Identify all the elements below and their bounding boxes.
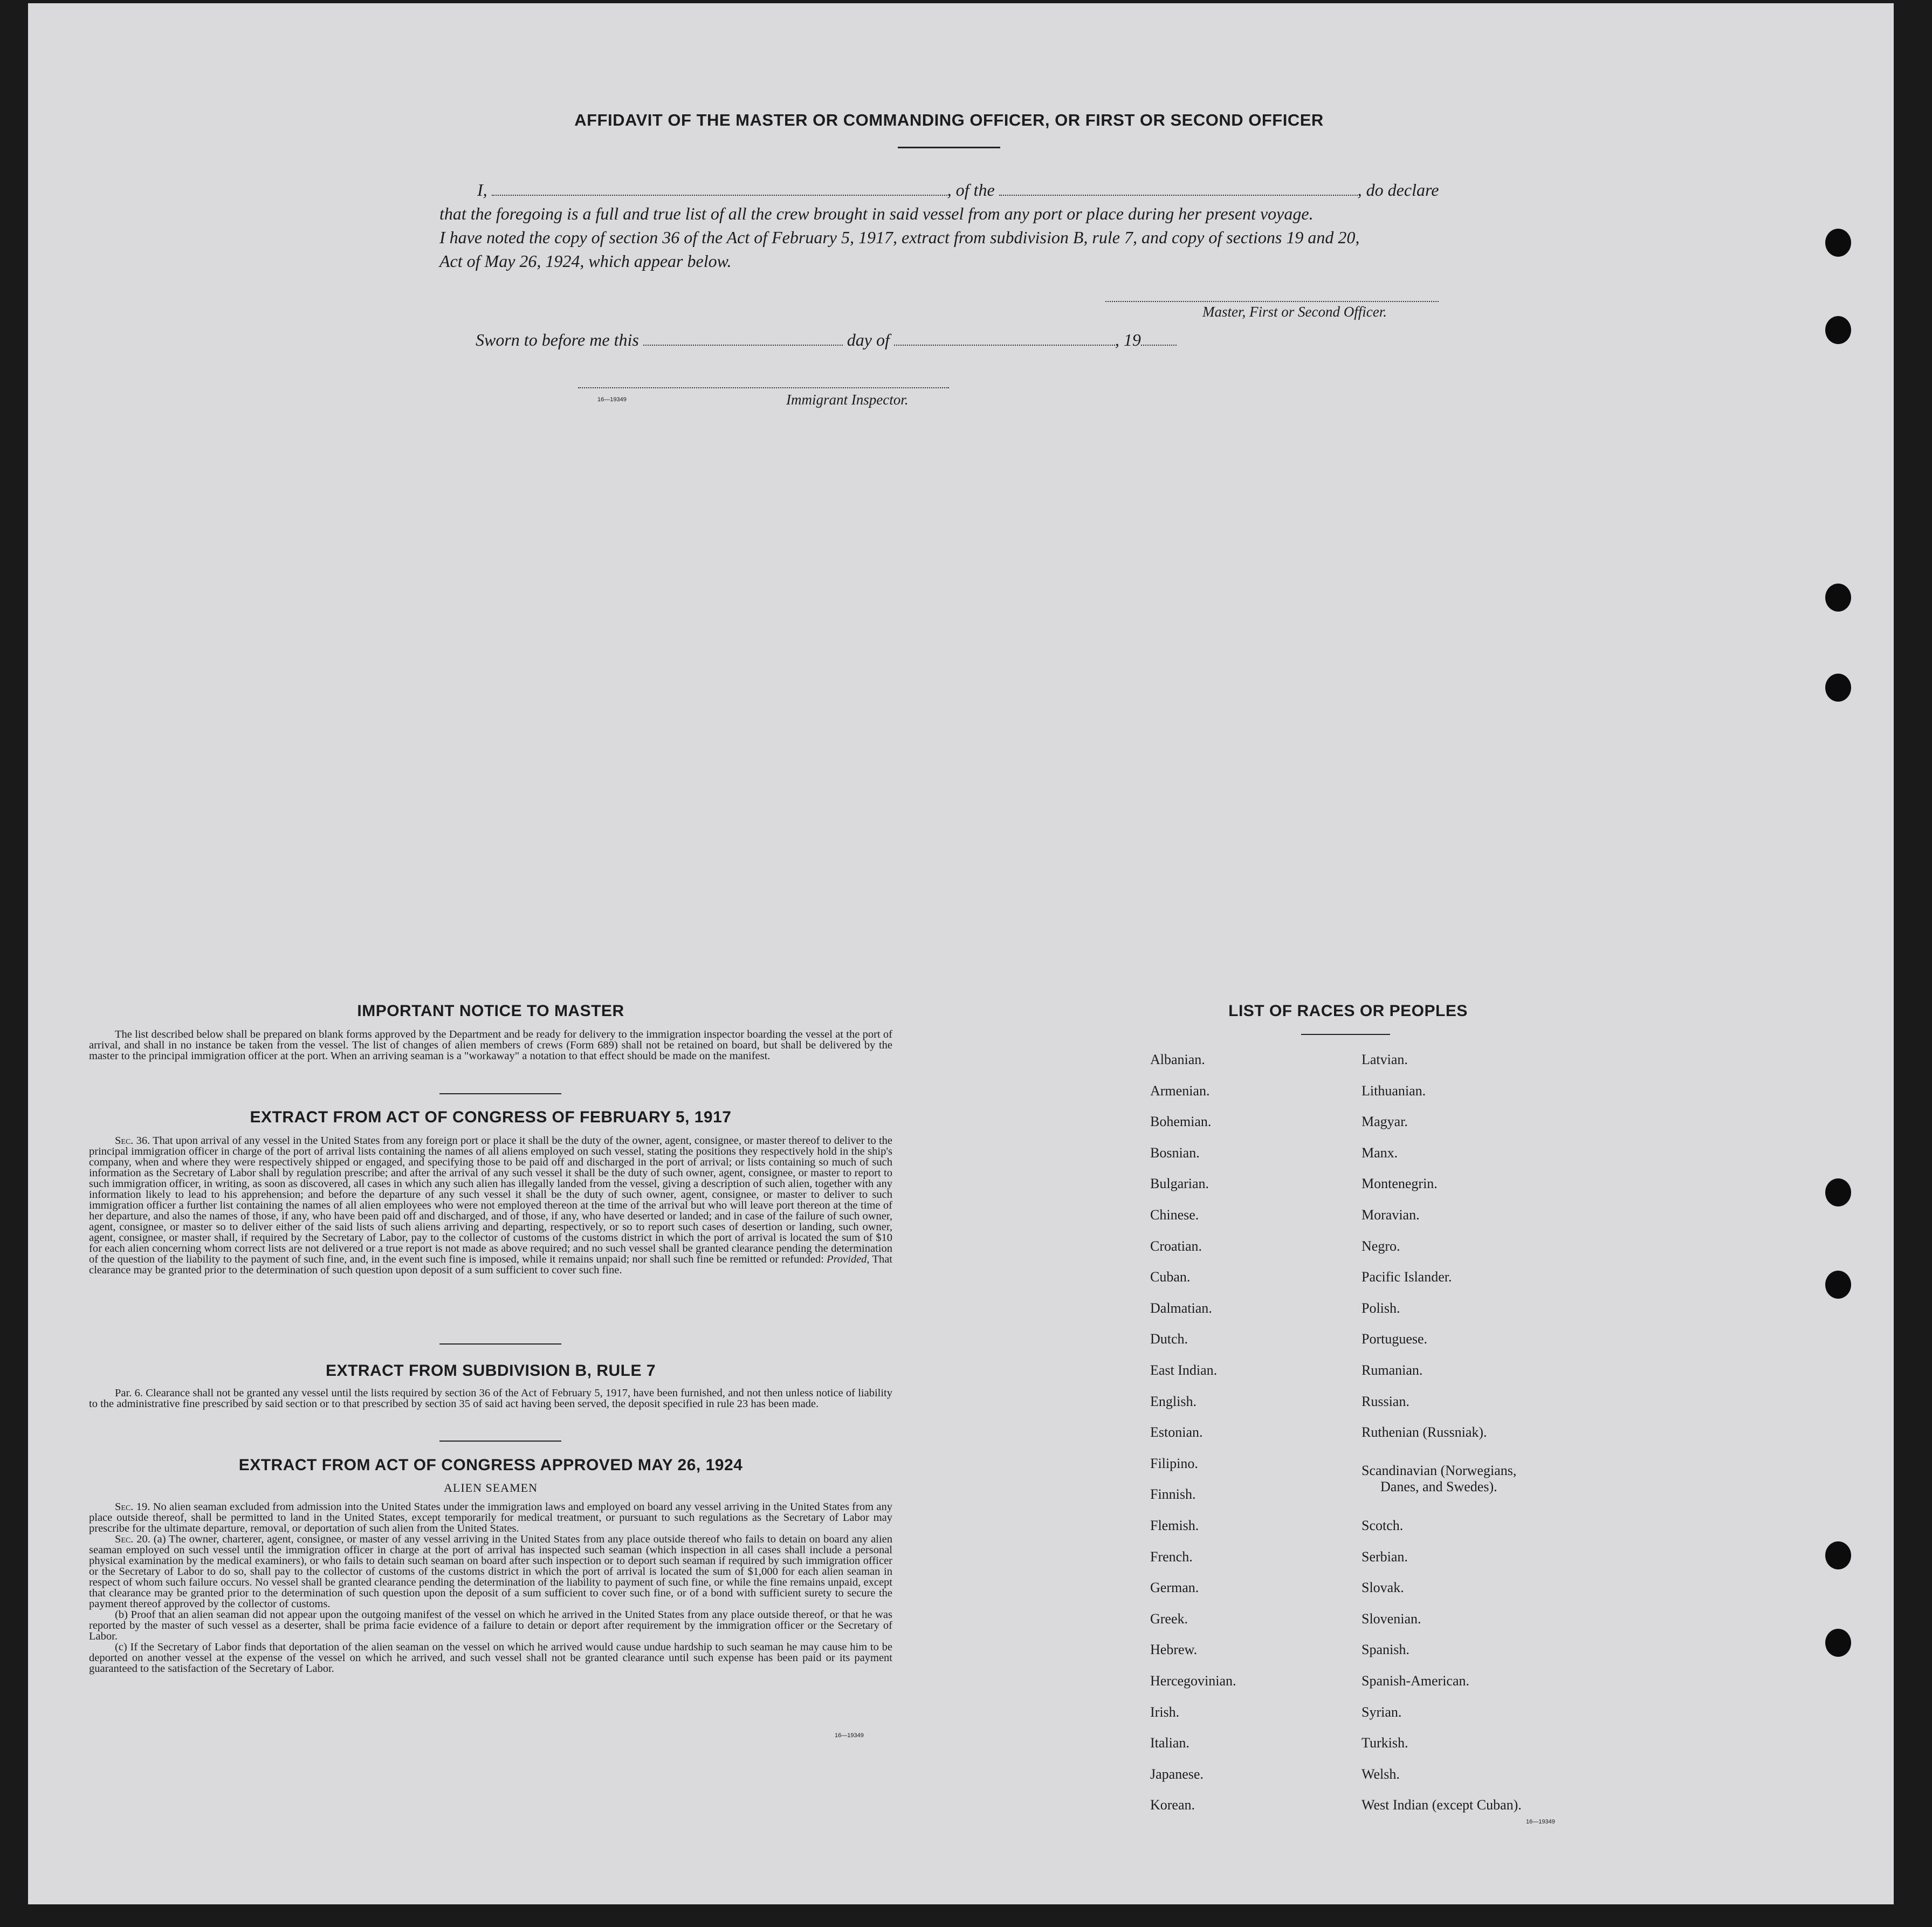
race-item: Armenian. xyxy=(1150,1083,1210,1099)
race-item: English. xyxy=(1150,1394,1197,1409)
race-item: Hercegovinian. xyxy=(1150,1673,1236,1689)
race-item: Spanish-American. xyxy=(1362,1673,1470,1689)
race-item: Dutch. xyxy=(1150,1331,1188,1347)
form-number: 16—19349 xyxy=(835,1732,864,1739)
punch-hole xyxy=(1825,1178,1851,1206)
sworn-prefix: Sworn to before me this xyxy=(476,330,639,349)
form-number: 16—19349 xyxy=(1526,1819,1555,1825)
vessel-name-blank[interactable] xyxy=(999,182,1358,196)
race-item: Montenegrin. xyxy=(1362,1176,1438,1191)
inspector-caption: Immigrant Inspector. xyxy=(786,392,909,408)
sec-20b-paragraph: (b) Proof that an alien seaman did not appear upon the outgoing manifest of the vessel on which he arrived in the United States from any place outside thereof, or that he was reported by the master of such vessel as a deserter, shall be prima facie evidence of a failure to detain or deport after requirement by the immigration officer or the Secretary of Labor. xyxy=(89,1609,892,1642)
master-signature-line[interactable] xyxy=(1105,301,1439,302)
day-of-label: day of xyxy=(847,330,890,349)
race-item: East Indian. xyxy=(1150,1362,1218,1378)
race-item: Scotch. xyxy=(1362,1518,1404,1533)
sworn-line xyxy=(476,330,1177,350)
title-divider xyxy=(898,147,1000,148)
sec-19-body: No alien seaman excluded from admission into the United States under the immigration laws and employed on board any vessel arriving in the United States from any place outside thereof, shall be permitted to land in the United States, except temporarily for medical treatment, or pursuant to such regulations as the Secretary of Labor may prescribe for the ultimate departure, removal, or deportation of such alien from the United States. xyxy=(89,1501,893,1534)
race-item: Welsh. xyxy=(1362,1766,1400,1782)
divider xyxy=(439,1093,561,1094)
provided-label: Provided, xyxy=(827,1253,870,1265)
race-item: Estonian. xyxy=(1150,1424,1203,1440)
race-item: Serbian. xyxy=(1362,1549,1408,1565)
race-item: Bohemian. xyxy=(1150,1114,1212,1129)
punch-hole xyxy=(1825,1629,1851,1657)
race-item: Bosnian. xyxy=(1150,1145,1200,1161)
affidavit-title: AFFIDAVIT OF THE MASTER OR COMMANDING OFFICER, OR FIRST OR SECOND OFFICER xyxy=(574,111,1324,129)
extract-1917-text xyxy=(89,1135,892,1275)
race-item: Syrian. xyxy=(1362,1704,1402,1720)
race-item: Ruthenian (Russniak). xyxy=(1362,1424,1487,1440)
form-number: 16—19349 xyxy=(597,396,627,403)
declaration-line-2: that the foregoing is a full and true list of all the crew brought in said vessel from any port or place during her present voyage. xyxy=(439,204,1314,223)
race-item: Negro. xyxy=(1362,1238,1400,1254)
race-item: Turkish. xyxy=(1362,1735,1408,1751)
notice-text: The list described below shall be prepared on blank forms approved by the Department and be ready for delivery to the immigration inspector boarding the vessel at the port of arrival, and shall in no instance be taken from the vessel. The list of changes of alien members of crews (Form 689) shall not be retained on board, but shall be delivered by the master to the principal immigration officer at the port. When an arriving seaman is a "workaway" a notation to that effect should be made on the manifest. xyxy=(89,1028,892,1062)
race-item: German. xyxy=(1150,1580,1199,1595)
extract-1917-title: EXTRACT FROM ACT OF CONGRESS OF FEBRUARY 5, 1917 xyxy=(250,1108,732,1126)
race-item: Moravian. xyxy=(1362,1207,1420,1223)
race-item: Bulgarian. xyxy=(1150,1176,1209,1191)
declarant-name-blank[interactable] xyxy=(492,182,947,196)
declaration-line-3: I have noted the copy of section 36 of the Act of February 5, 1917, extract from subdivision B, rule 7, and copy of sections 19 and 20, xyxy=(439,228,1360,247)
provided-body: That clearance may be granted prior to the determination of such question upon deposit of a sum sufficient to cover such fine. xyxy=(89,1253,893,1276)
race-item: Irish. xyxy=(1150,1704,1180,1720)
race-item: Danes, and Swedes). xyxy=(1380,1479,1497,1494)
year-prefix: , 19 xyxy=(1115,330,1141,349)
race-item: Japanese. xyxy=(1150,1766,1204,1782)
race-item: Polish. xyxy=(1362,1300,1400,1316)
sec-20a-paragraph xyxy=(89,1534,892,1609)
punch-hole xyxy=(1825,316,1851,344)
races-title: LIST OF RACES OR PEOPLES xyxy=(1228,1002,1468,1020)
race-item: Greek. xyxy=(1150,1611,1188,1627)
race-item: Croatian. xyxy=(1150,1238,1202,1254)
race-item: Latvian. xyxy=(1362,1052,1408,1067)
race-item: Chinese. xyxy=(1150,1207,1199,1223)
extract-rule7-title: EXTRACT FROM SUBDIVISION B, RULE 7 xyxy=(325,1362,656,1380)
declarant-prefix: I, xyxy=(477,180,487,200)
extract-rule7-text: Par. 6. Clearance shall not be granted any vessel until the lists required by section 36 of the Act of February 5, 1917, have been furnished, and not then unless notice of liability to the administrative fine prescribed by said section or to that prescribed by section 35 of said act having been served, the deposit specified in rule 23 has been made. xyxy=(89,1387,892,1410)
extract-1924-text xyxy=(89,1501,892,1674)
divider xyxy=(1301,1034,1390,1035)
race-item: Scandinavian (Norwegians, xyxy=(1362,1463,1517,1478)
punch-hole xyxy=(1825,229,1851,257)
sec-20-label: Sec. 20. xyxy=(115,1533,150,1545)
sworn-year-blank[interactable] xyxy=(1141,333,1177,346)
affidavit-declaration xyxy=(439,178,1464,273)
race-item: Magyar. xyxy=(1362,1114,1408,1129)
race-item: Italian. xyxy=(1150,1735,1190,1751)
divider xyxy=(439,1343,561,1345)
race-item: Lithuanian. xyxy=(1362,1083,1426,1099)
race-item: West Indian (except Cuban). xyxy=(1362,1797,1522,1813)
race-item: Cuban. xyxy=(1150,1269,1191,1285)
race-item: Slovak. xyxy=(1362,1580,1404,1595)
punch-hole xyxy=(1825,674,1851,702)
divider xyxy=(439,1441,561,1442)
of-the-label: , of the xyxy=(947,180,995,200)
race-item: Albanian. xyxy=(1150,1052,1205,1067)
declaration-line-4: Act of May 26, 1924, which appear below. xyxy=(439,251,732,271)
extract-1924-title: EXTRACT FROM ACT OF CONGRESS APPROVED MAY 26, 1924 xyxy=(238,1456,743,1474)
punch-hole xyxy=(1825,584,1851,612)
master-signature-caption: Master, First or Second Officer. xyxy=(1202,304,1387,320)
alien-seamen-subtitle: ALIEN SEAMEN xyxy=(444,1481,538,1494)
race-item: Hebrew. xyxy=(1150,1642,1198,1657)
race-item: Slovenian. xyxy=(1362,1611,1421,1627)
sec-20a-body: (a) The owner, charterer, agent, consignee, or master of any vessel arriving in the United States from any place outside thereof who fails to detain on board any alien seaman employed on such vessel until the immigration officer in charge at the port of arrival has inspected such seaman (which inspection in all cases shall include a personal physical examination by the medical examiners), or who fails to detain such seaman on board after such inspection or to deport such seaman if required by such immigration officer or the Secretary of Labor to do so, shall pay to the collector of customs of the customs district in which the port of arrival is located the sum of $1,000 for each alien seaman in respect of whom such failure occurs. No vessel shall be granted clearance pending the determination of the liability to payment of such fine, or while the fine remains unpaid, except that clearance may be granted prior to the determination of such question upon the deposit of a sum sufficient to cover such fine, or of a bond with sufficient surety to secure the payment thereof approved by the collector of customs. xyxy=(89,1533,893,1610)
race-item: Spanish. xyxy=(1362,1642,1410,1657)
notice-title: IMPORTANT NOTICE TO MASTER xyxy=(357,1002,624,1020)
sec-36-body: That upon arrival of any vessel in the United States from any foreign port or place it shall be the duty of the owner, agent, consignee, or master thereof to deliver to the principal immigration officer in charge of the port of arrival lists containing the names of all aliens employed on such vessel, stating the positions they respectively hold in the ship's company, when and where they were respectively shipped or engaged, and specifying those to be paid off and discharged in the port of arrival; or lists containing so much of such information as the Secretary of Labor shall by regulation prescribe; and after the arrival of any such vessel it shall be the duty of such owner, agent, consignee, or master to report to such immigration officer, in writing, as soon as discovered, all cases in which any such alien has illegally landed from the vessel, giving a description of such alien, together with any information likely to lead to his apprehension; and before the departure of any such vessel it shall be the duty of such owner, agent, consignee, or master to deliver to such immigration officer a further list containing the names of all alien employees who were not employed thereon at the time of the arrival but who will leave port thereon at the time of her departure, and also the names of those, if any, who have been paid off and discharged, and of those, if any, who have deserted or landed; and in case of the failure of such owner, agent, consignee, or master so to deliver either of the said lists of such aliens arriving and departing, respectively, or so to report such cases of desertion or landing, such owner, agent, consignee, or master shall, if required by the Secretary of Labor, pay to the collector of customs of the customs district in which the port of arrival is located the sum of $10 for each alien concerning whom correct lists are not delivered or a true report is not made as above required; and no such vessel shall be granted clearance pending the determination of the question of the liability to the payment of such fine, and, in the event such fine is imposed, while it remains unpaid; nor shall such fine be remitted or refunded: xyxy=(89,1135,892,1265)
sworn-month-blank[interactable] xyxy=(894,333,1115,346)
sec-20c-paragraph: (c) If the Secretary of Labor finds that deportation of the alien seaman on the vessel on which he arrived would cause undue hardship to such seaman he may cause him to be deported on another vessel at the expense of the vessel on which he arrived, and such vessel shall not be granted clearance until such expense has been paid or its payment guaranteed to the satisfaction of the Secretary of Labor. xyxy=(89,1641,892,1675)
race-item: Korean. xyxy=(1150,1797,1195,1813)
race-item: Finnish. xyxy=(1150,1486,1196,1502)
race-item: Dalmatian. xyxy=(1150,1300,1212,1316)
race-item: Flemish. xyxy=(1150,1518,1199,1533)
punch-hole xyxy=(1825,1541,1851,1569)
sec-19-paragraph xyxy=(89,1501,892,1534)
race-item: Pacific Islander. xyxy=(1362,1269,1452,1285)
race-item: Portuguese. xyxy=(1362,1331,1428,1347)
punch-hole xyxy=(1825,1271,1851,1299)
race-item: Filipino. xyxy=(1150,1456,1198,1471)
race-item: French. xyxy=(1150,1549,1193,1565)
do-declare-label: , do declare xyxy=(1357,180,1439,200)
sworn-date-blank[interactable] xyxy=(643,333,843,346)
sec-36-label: Sec. 36. xyxy=(115,1135,150,1147)
race-item: Rumanian. xyxy=(1362,1362,1423,1378)
inspector-signature-line[interactable] xyxy=(578,387,949,388)
race-item: Manx. xyxy=(1362,1145,1398,1161)
sec-19-label: Sec. 19. xyxy=(115,1501,150,1513)
race-item: Russian. xyxy=(1362,1394,1410,1409)
